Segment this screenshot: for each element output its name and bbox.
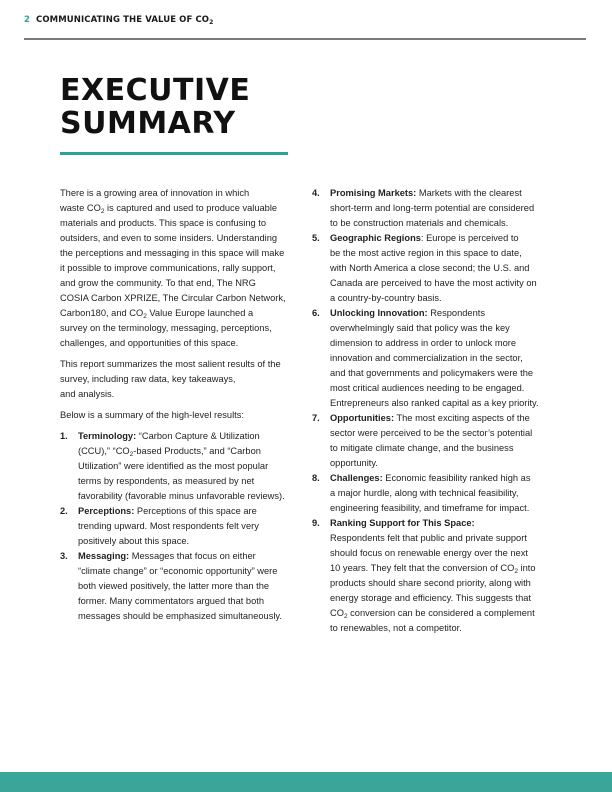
text-line: short-term and long-term potential are considered (330, 203, 535, 213)
text-line: dimension to address in order to unlock more (330, 338, 517, 348)
result-number: 4. (312, 188, 320, 198)
result-lead: Unlocking Innovation: (330, 308, 428, 318)
text-line: to mitigate climate change, and the business (330, 443, 514, 453)
result-lead: Promising Markets: (330, 188, 417, 198)
text-line: with North America a close second; the U.S. and (330, 263, 530, 273)
text-line: $CO_2$ conversion can be considered a complement (330, 608, 535, 620)
result-number: 9. (312, 518, 320, 528)
text-line: should focus on renewable energy over the next (330, 548, 528, 558)
text-line: both viewed positively, the latter more than the (78, 581, 270, 591)
result-item (312, 186, 558, 231)
text-line: Opportunities: The most exciting aspects of the (330, 413, 530, 423)
text-line: opportunity. (330, 458, 378, 468)
text-line: waste $CO_2$ is captured and used to produce valuable (60, 203, 278, 215)
text-line: Respondents felt that public and private support (330, 533, 527, 543)
title-line: SUMMARY (60, 106, 236, 141)
running-title: COMMUNICATING THE VALUE OF $CO_2$ (36, 15, 214, 26)
text-line: energy storage and efficiency. This suggests that (330, 593, 532, 603)
result-item (312, 471, 558, 516)
text-line: innovation and commercialization in the sector, (330, 353, 523, 363)
result-number: 6. (312, 308, 320, 318)
result-lead: Opportunities: (330, 413, 395, 423)
text-line: materials and products. This space is confusing to (60, 218, 267, 228)
result-lead: Geographic Regions (330, 233, 421, 243)
result-lead: Ranking Support for This Space: (330, 518, 475, 528)
result-item (60, 429, 300, 504)
result-item (312, 306, 558, 411)
intro-paragraph (60, 186, 300, 351)
result-number: 5. (312, 233, 320, 243)
text-line: COSIA Carbon XPRIZE, The Circular Carbon Network, (60, 293, 286, 303)
text-line: favorability (favorable minus unfavorable reviews). (78, 491, 285, 501)
title-line: EXECUTIVE (60, 73, 251, 108)
result-number: 8. (312, 473, 320, 483)
text-line: Promising Markets: Markets with the clearest (330, 188, 522, 198)
text-line: Messaging: Messages that focus on either (78, 551, 256, 561)
text-line: challenges, and opportunities of this space. (60, 338, 239, 348)
text-line: former. Many commentators argued that both (78, 596, 265, 606)
left-column (60, 186, 300, 624)
text-line: positively about this space. (78, 536, 190, 546)
results-intro (60, 408, 300, 423)
page-title (60, 74, 250, 140)
summary-paragraph (60, 357, 300, 402)
result-item (60, 504, 300, 549)
text-line: to be construction materials and chemicals. (330, 218, 509, 228)
page-number: 2 (24, 15, 31, 25)
result-item (312, 411, 558, 471)
text-line: survey, including raw data, key takeaways, (60, 374, 236, 384)
result-lead: Perceptions: (78, 506, 135, 516)
right-column (312, 186, 558, 636)
result-number: 2. (60, 506, 68, 516)
text-line: Perceptions: Perceptions of this space are (78, 506, 257, 516)
results-list-part2 (312, 186, 558, 636)
text-line: engineering feasibility, and timeframe for impact. (330, 503, 530, 513)
result-item (312, 516, 558, 636)
text-line: 10 years. They felt that the conversion of $CO_2$ into (330, 563, 536, 575)
text-line (330, 516, 558, 531)
text-line: sector were perceived to be the sector’s potential (330, 428, 533, 438)
running-header (24, 15, 584, 35)
result-lead: Terminology: (78, 431, 137, 441)
text-line: There is a growing area of innovation in which (60, 188, 250, 198)
result-number: 1. (60, 431, 68, 441)
text-line: This report summarizes the most salient results of the (60, 359, 281, 369)
text-line: trending upward. Most respondents felt very (78, 521, 259, 531)
text-line: Terminology: “Carbon Capture & Utilization (78, 431, 260, 441)
text-line: Geographic Regions: Europe is perceived to (330, 233, 519, 243)
footer-bar (0, 772, 612, 792)
result-lead: Challenges: (330, 473, 383, 483)
text-line: it possible to improve communications, rally support, (60, 263, 276, 273)
result-number: 3. (60, 551, 68, 561)
result-item (60, 549, 300, 624)
text-line: overwhelmingly said that policy was the key (330, 323, 510, 333)
text-line: (CCU),” “$CO_2$-based Products,” and “Carbon (78, 446, 261, 458)
text-line: Below is a summary of the high-level results: (60, 410, 244, 420)
text-line: and analysis. (60, 389, 115, 399)
text-line: terms by respondents, as measured by net (78, 476, 255, 486)
text-line: and that governments and policymakers were the (330, 368, 534, 378)
result-lead: Messaging: (78, 551, 130, 561)
text-line: Canada are perceived to have the most activity on (330, 278, 537, 288)
text-line: be the most active region in this space to date, (330, 248, 522, 258)
text-line: Entrepreneurs also ranked capital as a key priority. (330, 398, 539, 408)
text-line: survey on the terminology, messaging, perceptions, (60, 323, 272, 333)
header-rule (24, 38, 586, 40)
text-line: Unlocking Innovation: Respondents (330, 308, 485, 318)
text-line: Utilization” were identified as the most popular (78, 461, 269, 471)
text-line: “climate change” or “economic opportunity” were (78, 566, 278, 576)
text-line: most critical audiences needing to be engaged. (330, 383, 525, 393)
text-line: Challenges: Economic feasibility ranked high as (330, 473, 531, 483)
text-line: to renewables, not a competitor. (330, 623, 462, 633)
text-line: messages should be emphasized simultaneously. (78, 611, 282, 621)
text-line: a major hurdle, along with technical feasibility, (330, 488, 519, 498)
result-number: 7. (312, 413, 320, 423)
text-line: a country-by-country basis. (330, 293, 442, 303)
results-list-part1 (60, 429, 300, 624)
text-line: products should share second priority, along with (330, 578, 531, 588)
result-item (312, 231, 558, 306)
text-line: Carbon180, and $CO_2$ Value Europe launched a (60, 308, 254, 320)
text-line: outsiders, and even to some insiders. Understanding (60, 233, 278, 243)
text-line: the perceptions and messaging in this space will make (60, 248, 285, 258)
text-line: and grow the community. To that end, The NRG (60, 278, 256, 288)
title-underline (60, 152, 288, 155)
